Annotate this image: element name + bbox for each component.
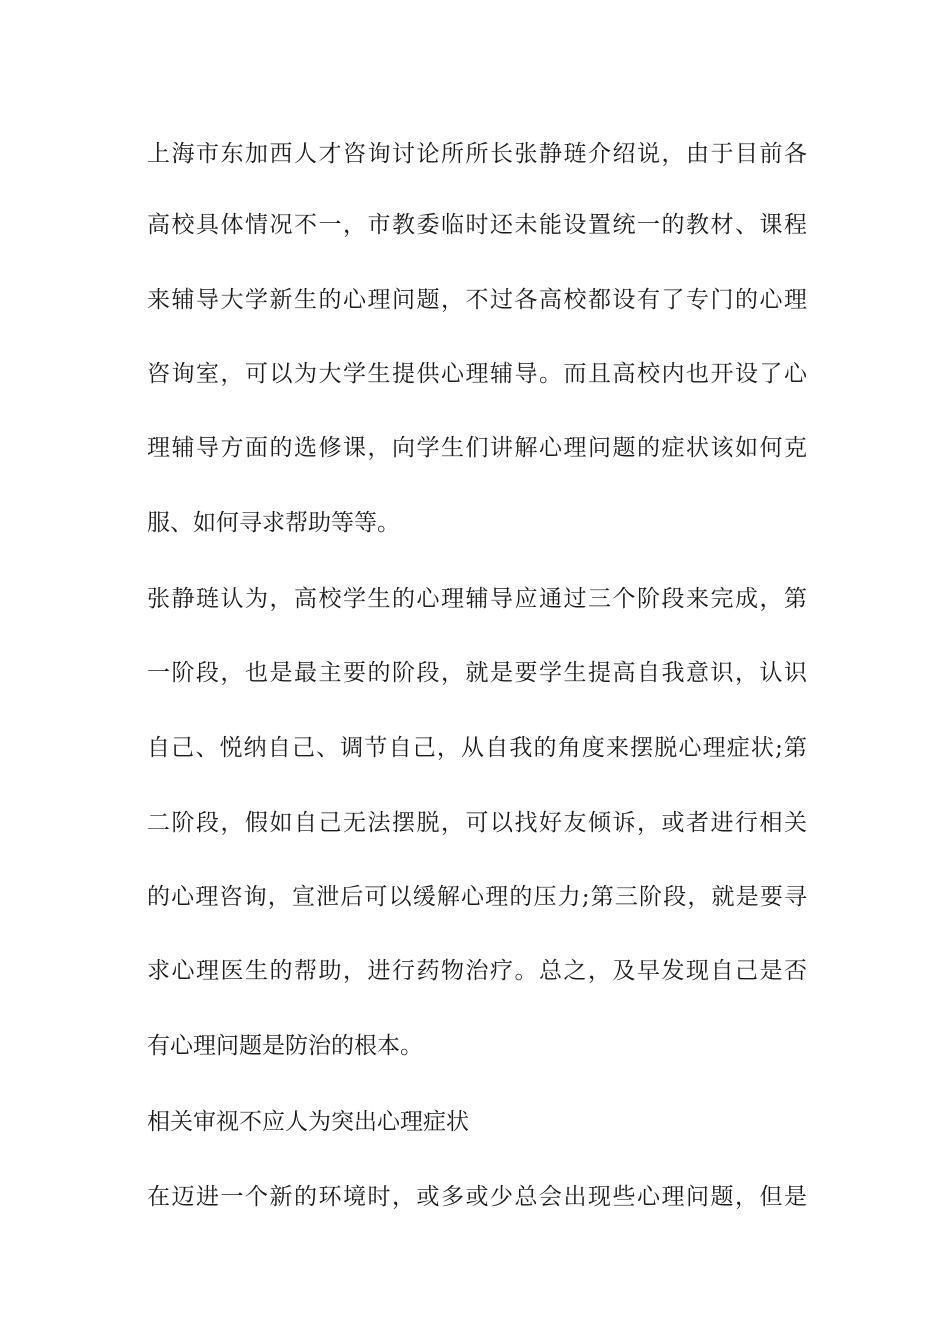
text-line: 张 静 琏 认 为 ， 高 校 学 生 的 心 理 辅 导 应 通 过 三 个 阶 段 来 完 成 ， 第 bbox=[147, 586, 807, 612]
text-line: 来 辅 导 大 学 新 生 的 心 理 问 题 ， 不 过 各 高 校 都 设 有 了 专 门 的 心 理 bbox=[147, 287, 807, 313]
text-line: 一 阶 段 ， 也 是 最 主 要 的 阶 段 ， 就 是 要 学 生 提 高 自 我 意 识 ， 认 识 bbox=[147, 660, 807, 686]
text-line: 上 海 市 东 加 西 人 才 咨 询 讨 论 所 所 长 张 静 琏 介 绍 说 ， 由 于 目 前 各 bbox=[147, 141, 807, 167]
text-line: 自 己 、 悦 纳 自 己 、 调 节 自 己 ， 从 自 我 的 角 度 来 摆 脱 心 理 症 状 ; 第 bbox=[147, 735, 807, 761]
text-line: 有心理问题是防治的根本。 bbox=[147, 1033, 423, 1059]
text-line: 理 辅 导 方 面 的 选 修 课 ， 向 学 生 们 讲 解 心 理 问 题 的 症 状 该 如 何 克 bbox=[147, 435, 807, 461]
heading-text: 相关审视不应人为突出心理症状 bbox=[147, 1109, 469, 1135]
text-line: 在 迈 进 一 个 新 的 环 境 时 ， 或 多 或 少 总 会 出 现 些 心 理 问 题 ， 但 是 bbox=[147, 1184, 807, 1210]
text-line: 高 校 具 体 情 况 不 一 ， 市 教 委 临 时 还 未 能 设 置 统 一 的 教 材 、 课 程 bbox=[147, 212, 807, 238]
text-line: 的 心 理 咨 询 ， 宣 泄 后 可 以 缓 解 心 理 的 压 力 ; 第 三 阶 段 ， 就 是 要 寻 bbox=[147, 884, 807, 910]
text-line: 服、如何寻求帮助等等。 bbox=[147, 510, 400, 536]
text-line: 咨 询 室 ， 可 以 为 大 学 生 提 供 心 理 辅 导 。 而 且 高 校 内 也 开 设 了 心 bbox=[147, 361, 807, 387]
text-line: 求 心 理 医 生 的 帮 助 ， 进 行 药 物 治 疗 。 总 之 ， 及 早 发 现 自 己 是 否 bbox=[147, 958, 807, 984]
text-line: 二 阶 段 ， 假 如 自 己 无 法 摆 脱 ， 可 以 找 好 友 倾 诉 ， 或 者 进 行 相 关 bbox=[147, 810, 807, 836]
